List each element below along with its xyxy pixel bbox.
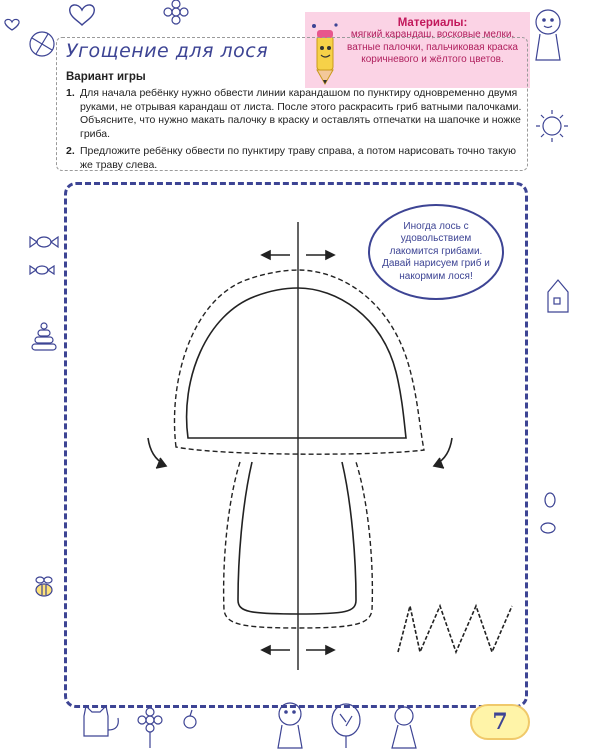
game-variant-heading: Вариант игры	[66, 71, 146, 83]
page-number-badge	[470, 704, 530, 740]
mushroom-stem-outline	[238, 462, 356, 614]
page-number: 7	[492, 709, 508, 735]
step-text: Для начала ребёнку нужно обвести линии карандашом по пунктиру одновременно двумя руками, не отрывая карандаш от листа. После этого раскрасить гриб ватными палочками. Объясните, что нужно макать палочку в краску и оставлять отпечатки на шапочке и ножке гриба.	[80, 87, 522, 140]
curved-arrow-icon	[148, 438, 166, 468]
step-number: 2.	[66, 145, 75, 157]
materials-text: мягкий карандаш, восковые мелки, ватные палочки, пальчиковая краска коричневого и жёлтого цветов.	[347, 29, 518, 65]
step-text: Предложите ребёнку обвести по пунктиру траву справа, а потом нарисовать точно такую же траву слева.	[80, 145, 516, 171]
curved-arrow-icon	[434, 438, 452, 468]
step-number: 1.	[66, 87, 75, 99]
materials-title: Материалы:	[397, 17, 468, 29]
bubble-text: Иногда лось с удовольствием лакомится грибами. Давай нарисуем гриб и накормим лося!	[382, 220, 490, 282]
mushroom-cap-outline	[187, 288, 406, 438]
speech-bubble	[368, 204, 504, 300]
mushroom-cap-dashed-outline	[174, 270, 424, 454]
grass-zigzag-dashed	[398, 606, 512, 652]
page-title: Угощение для лося	[66, 40, 269, 62]
